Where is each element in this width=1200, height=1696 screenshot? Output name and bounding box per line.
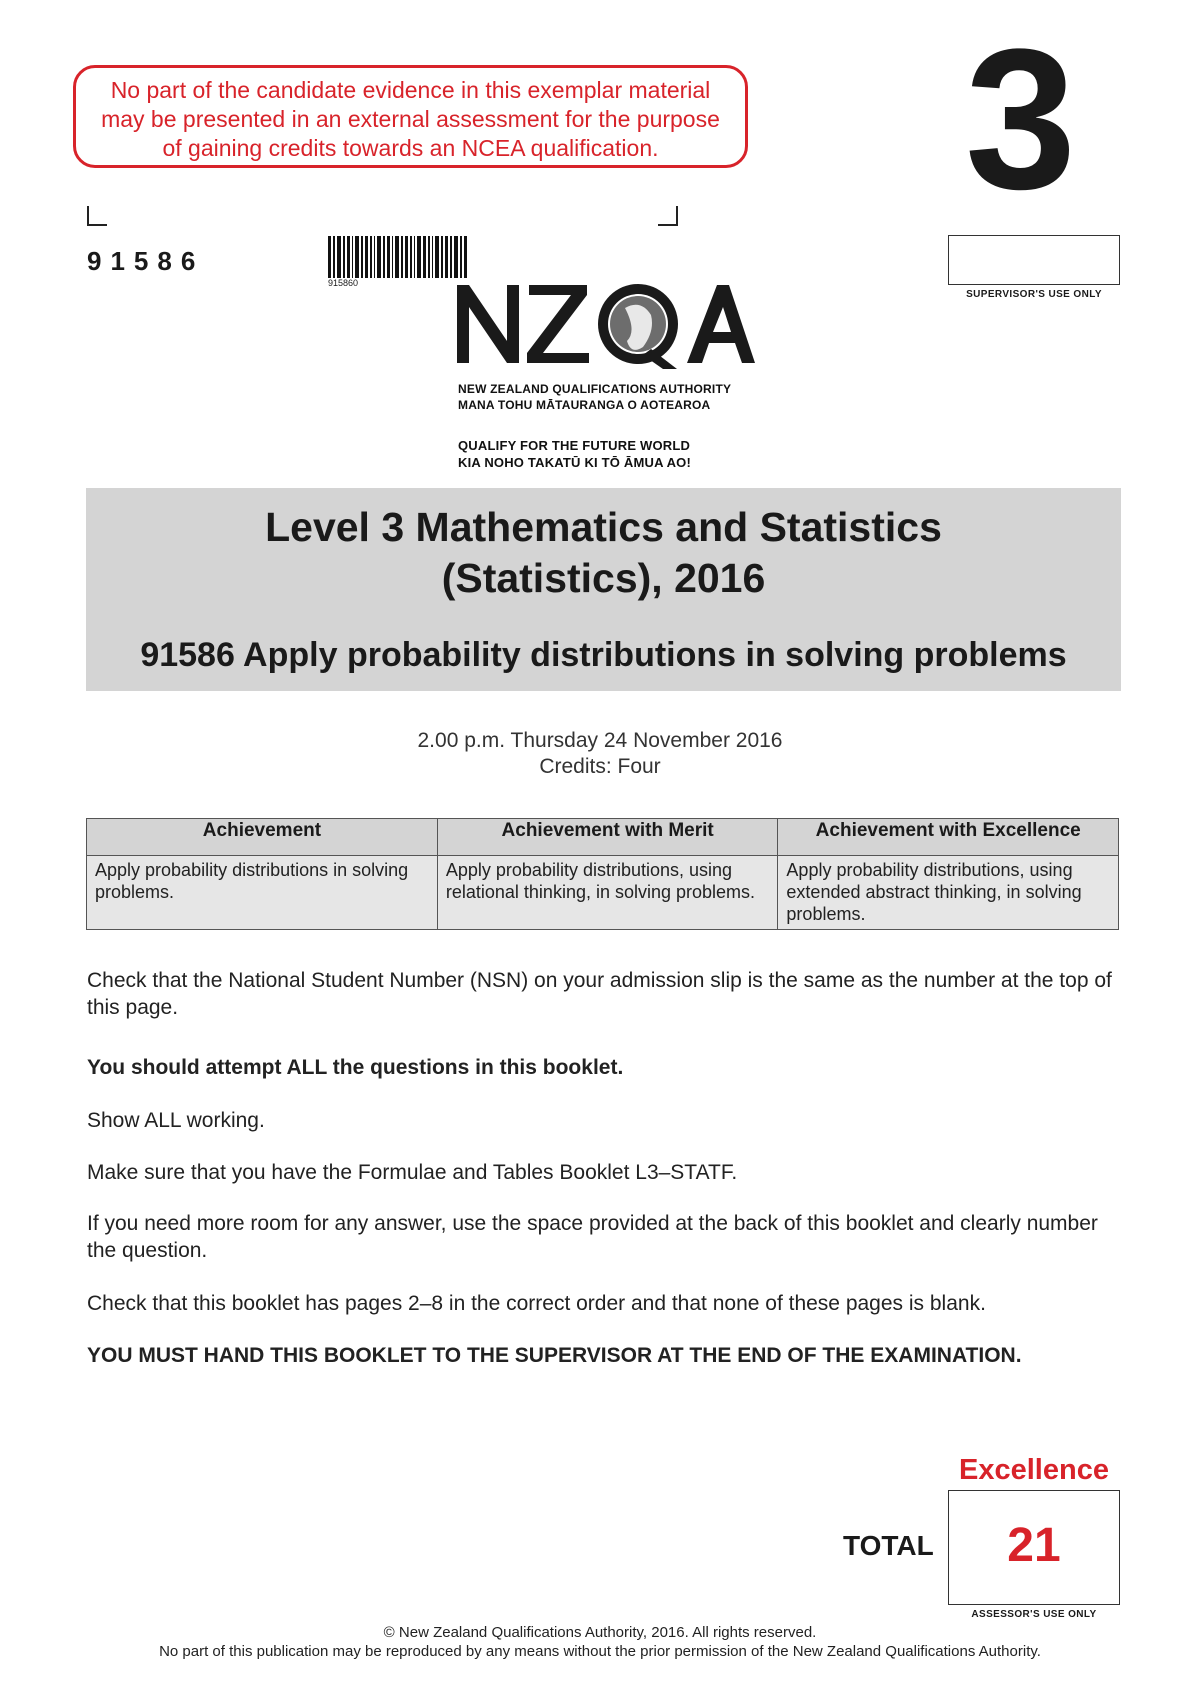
logo-tagline-maori: KIA NOHO TAKATŪ KI TŌ ĀMUA AO! <box>458 455 691 470</box>
exemplar-disclaimer <box>73 65 748 168</box>
header-achievement: Achievement <box>87 819 438 856</box>
logo-authority-name: NEW ZEALAND QUALIFICATIONS AUTHORITY <box>458 382 732 396</box>
level-number: 3 <box>965 8 1073 231</box>
instruction-formulae: Make sure that you have the Formulae and Tables Booklet L3–STATF. <box>87 1161 738 1184</box>
crop-mark-left <box>87 206 107 226</box>
instruction-pages: Check that this booklet has pages 2–8 in the correct order and that none of these pages is blank. <box>87 1292 986 1315</box>
table-row <box>87 856 1119 930</box>
footer-copyright: © New Zealand Qualifications Authority, 2016. All rights reserved. <box>383 1624 817 1641</box>
title-line-1: Level 3 Mathematics and Statistics <box>265 504 942 550</box>
disclaimer-line-3: of gaining credits towards an NCEA qualification. <box>162 135 659 161</box>
logo-tagline: QUALIFY FOR THE FUTURE WORLD <box>458 438 691 453</box>
instruction-hand-in: YOU MUST HAND THIS BOOKLET TO THE SUPERVISOR AT THE END OF THE EXAMINATION. <box>87 1344 1022 1367</box>
supervisor-use-box <box>948 235 1120 285</box>
standard-title: 91586 Apply probability distributions in solving problems <box>140 636 1067 674</box>
title-band <box>86 488 1121 691</box>
instruction-room: If you need more room for any answer, use the space provided at the back of this booklet and clearly number the question. <box>87 1212 1098 1262</box>
exam-credits: Credits: Four <box>539 755 661 778</box>
supervisor-use-label: SUPERVISOR'S USE ONLY <box>966 289 1102 300</box>
title-line-2: (Statistics), 2016 <box>441 555 766 601</box>
disclaimer-line-2: may be presented in an external assessment for the purpose <box>101 106 720 132</box>
achievement-criteria-table <box>86 818 1119 930</box>
nzqa-logo-icon <box>455 275 755 370</box>
barcode <box>328 236 470 278</box>
footer-notice: No part of this publication may be reproduced by any means without the prior permission of the New Zealand Qualifications Authority. <box>159 1643 1041 1660</box>
cell-achievement: Apply probability distributions in solving problems. <box>87 856 438 930</box>
crop-mark-right <box>658 206 678 226</box>
exam-datetime: 2.00 p.m. Thursday 24 November 2016 <box>417 729 783 752</box>
cell-excellence: Apply probability distributions, using extended abstract thinking, in solving problems. <box>778 856 1119 930</box>
barcode-number: 915860 <box>328 278 359 288</box>
header-excellence: Achievement with Excellence <box>778 819 1119 856</box>
cell-merit: Apply probability distributions, using relational thinking, in solving problems. <box>437 856 778 930</box>
header-merit: Achievement with Merit <box>437 819 778 856</box>
assessor-use-label: ASSESSOR'S USE ONLY <box>971 1609 1097 1620</box>
total-score: 21 <box>1007 1519 1061 1572</box>
table-header-row <box>87 819 1119 856</box>
instruction-attempt: You should attempt ALL the questions in this booklet. <box>87 1056 624 1079</box>
grade-label: Excellence <box>959 1454 1109 1486</box>
disclaimer-line-1: No part of the candidate evidence in this exemplar material <box>110 77 711 103</box>
standard-code: 91586 <box>87 246 205 276</box>
instruction-working: Show ALL working. <box>87 1109 265 1132</box>
total-label: TOTAL <box>843 1530 934 1561</box>
instruction-nsn: Check that the National Student Number (NSN) on your admission slip is the same as the number at the top of this page. <box>87 969 1112 1019</box>
logo-maori-name: MANA TOHU MĀTAURANGA O AOTEAROA <box>458 398 711 412</box>
